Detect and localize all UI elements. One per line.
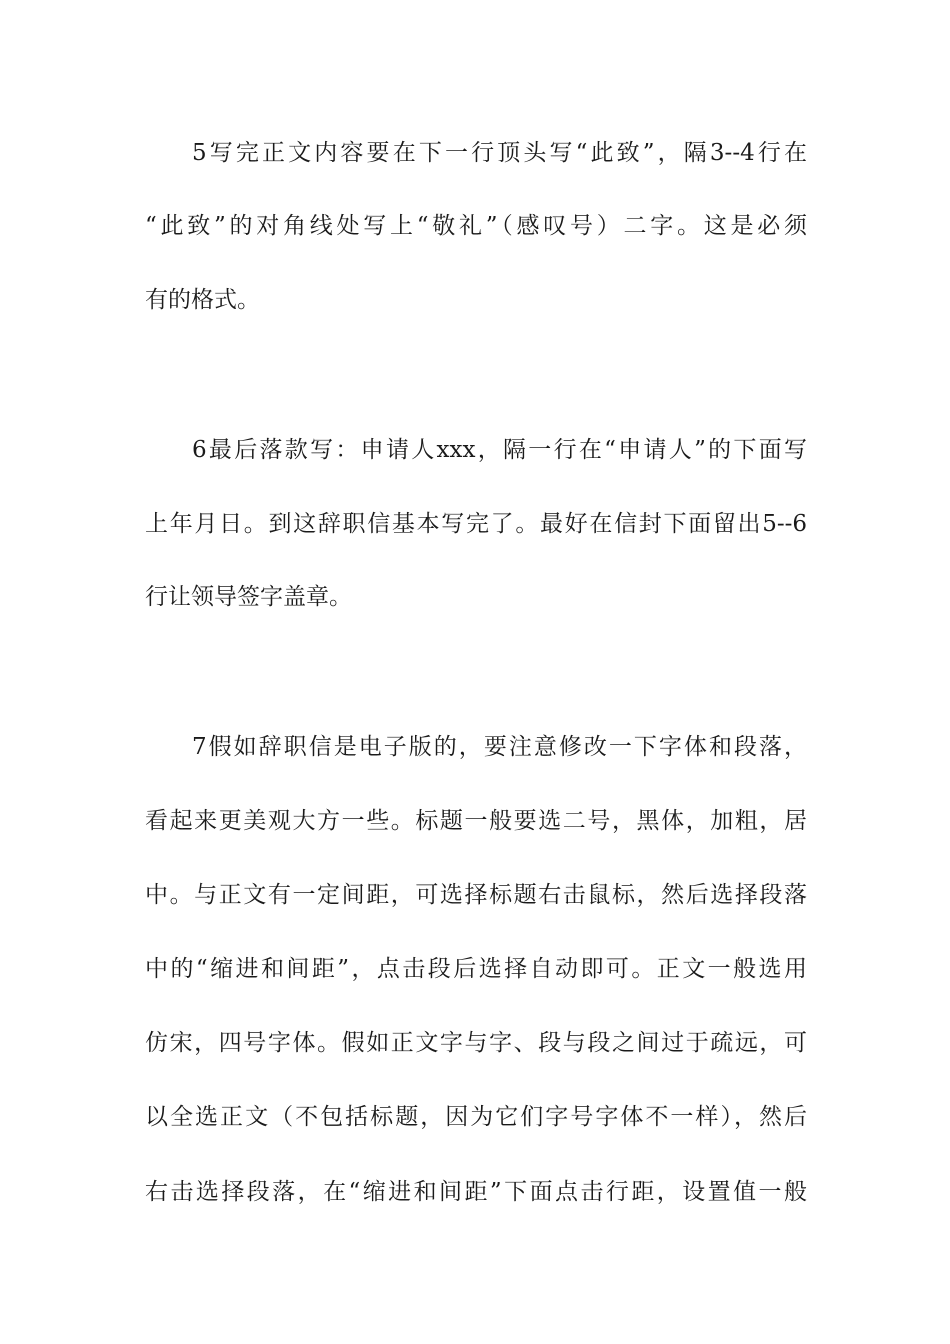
paragraph-7-line-2: 看起来更美观大方一些。标题一般要选二号，黑体，加粗，居 [145,808,807,834]
paragraph-7-line-3: 中。与正文有一定间距，可选择标题右击鼠标，然后选择段落 [145,882,807,908]
paragraph-5-line-1: 5写完正文内容要在下一行顶头写“此致”，隔3--4行在 [192,140,807,166]
paragraph-5-line-2: “此致”的对角线处写上“敬礼”（感叹号）二字。这是必须 [145,213,807,239]
paragraph-7-line-1: 7假如辞职信是电子版的，要注意修改一下字体和段落， [192,734,807,760]
paragraph-7-line-4: 中的“缩进和间距”，点击段后选择自动即可。正文一般选用 [145,956,807,982]
paragraph-7-line-6: 以全选正文（不包括标题，因为它们字号字体不一样），然后 [145,1104,807,1130]
paragraph-5-line-3: 有的格式。 [145,287,260,313]
paragraph-6-line-3: 行让领导签字盖章。 [145,584,352,610]
paragraph-7-line-5: 仿宋，四号字体。假如正文字与字、段与段之间过于疏远，可 [145,1030,807,1056]
paragraph-7-line-7: 右击选择段落，在“缩进和间距”下面点击行距，设置值一般 [145,1179,807,1205]
paragraph-6-line-1: 6最后落款写：申请人xxx，隔一行在“申请人”的下面写 [192,437,807,463]
paragraph-6-line-2: 上年月日。到这辞职信基本写完了。最好在信封下面留出5--6 [145,511,807,537]
